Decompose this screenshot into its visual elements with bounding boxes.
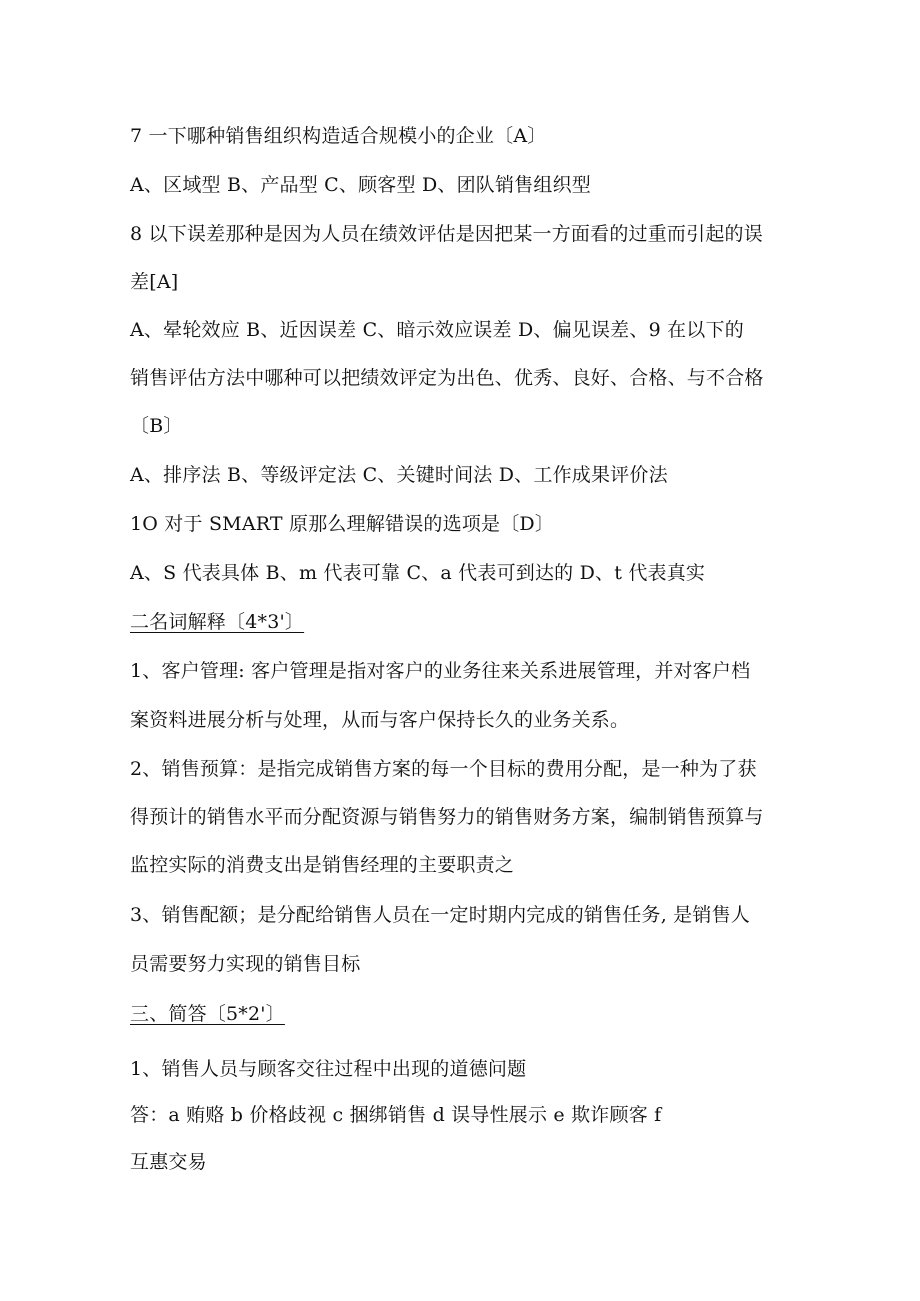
short-answer-1: 1、销售人员与顾客交往过程中出现的道德问题 [130, 1058, 527, 1080]
term-1: 1、客户管理: 客户管理是指对客户的业务往来关系进展管理，并对客户档 [130, 660, 751, 682]
question-7-options: A、区域型 B、产品型 C、顾客型 D、团队销售组织型 [130, 174, 591, 196]
section-heading-terms: 二名词解释〔4*3'〕 [130, 611, 305, 633]
term-2: 2、销售预算：是指完成销售方案的每一个目标的费用分配，是一种为了获 [130, 758, 757, 780]
question-9-options: A、排序法 B、等级评定法 C、关键时间法 D、工作成果评价法 [130, 464, 668, 486]
term-3: 3、销售配额；是分配给销售人员在一定时期内完成的销售任务, 是销售人 [130, 904, 750, 926]
term-3-continued: 员需要努力实现的销售目标 [130, 953, 361, 975]
question-8-continued: 差[A] [130, 271, 179, 293]
question-10-options: A、S 代表具体 B、m 代表可靠 C、a 代表可到达的 D、t 代表真实 [130, 562, 706, 584]
term-1-continued: 案资料进展分析与处理，从而与客户保持长久的业务关系。 [130, 709, 630, 731]
question-7: 7 一下哪种销售组织构造适合规模小的企业〔A〕 [130, 125, 547, 147]
section-heading-short-answer: 三、简答〔5*2'〕 [130, 1003, 285, 1025]
question-9: 销售评估方法中哪种可以把绩效评定为出色、优秀、良好、合格、与不合格 [130, 367, 764, 389]
question-8-options: A、晕轮效应 B、近因误差 C、暗示效应误差 D、偏见误差、9 在以下的 [130, 319, 744, 341]
term-2-continued: 得预计的销售水平而分配资源与销售努力的销售财务方案，编制销售预算与 [130, 806, 764, 828]
term-2-end: 监控实际的消费支出是销售经理的主要职责之 [130, 854, 515, 876]
question-10: 1O 对于 SMART 原那么理解错误的选项是〔D〕 [130, 513, 555, 535]
short-answer-1-answer-end: 互惠交易 [130, 1151, 207, 1173]
short-answer-1-answer: 答：a 贿赂 b 价格歧视 c 捆绑销售 d 误导性展示 e 欺诈顾客 f [130, 1104, 662, 1126]
question-8: 8 以下误差那种是因为人员在绩效评估是因把某一方面看的过重而引起的误 [130, 223, 763, 245]
question-9-answer: 〔B〕 [130, 415, 183, 437]
